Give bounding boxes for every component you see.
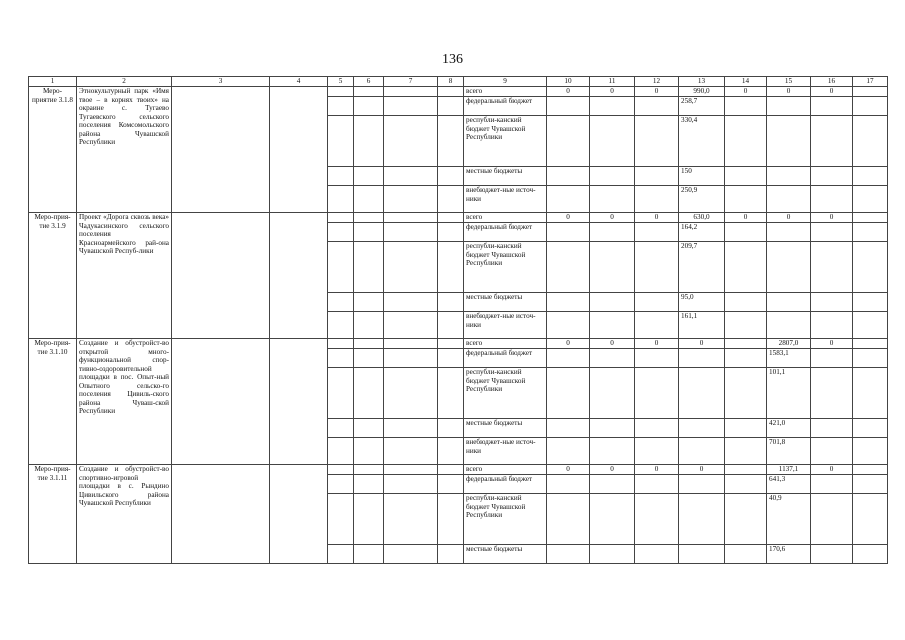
cell-col-6 — [354, 494, 384, 545]
cell-col-5 — [328, 97, 354, 116]
cell-col-7 — [384, 223, 438, 242]
cell-col-7 — [384, 213, 438, 223]
amount-col-12: 0 — [635, 465, 679, 475]
amount-col-16 — [811, 97, 853, 116]
cell-col-7 — [384, 167, 438, 186]
amount-col-11 — [590, 494, 635, 545]
amount-col-17 — [853, 545, 888, 564]
amount-col-17 — [853, 223, 888, 242]
amount-col-15 — [767, 116, 811, 167]
cell-col-5 — [328, 494, 354, 545]
amount-col-17 — [853, 312, 888, 339]
measure-code: Меро-прия-тие 3.1.9 — [29, 213, 77, 339]
cell-col-6 — [354, 312, 384, 339]
cell-col-8 — [438, 242, 464, 293]
amount-col-13 — [679, 475, 725, 494]
cell-col-8 — [438, 545, 464, 564]
amount-col-11 — [590, 349, 635, 368]
amount-col-11 — [590, 545, 635, 564]
cell-col-6 — [354, 97, 384, 116]
measure-code: Меро-приятие 3.1.8 — [29, 87, 77, 213]
column-header-9: 9 — [464, 77, 547, 87]
amount-col-16 — [811, 475, 853, 494]
amount-col-16 — [811, 312, 853, 339]
amount-col-17 — [853, 419, 888, 438]
cell-col-7 — [384, 494, 438, 545]
cell-col-3 — [172, 465, 270, 564]
cell-col-8 — [438, 475, 464, 494]
amount-col-12 — [635, 97, 679, 116]
cell-col-5 — [328, 167, 354, 186]
amount-col-14 — [725, 312, 767, 339]
cell-col-7 — [384, 545, 438, 564]
amount-col-13: 250,9 — [679, 186, 725, 213]
amount-col-15: 0 — [767, 213, 811, 223]
cell-col-8 — [438, 438, 464, 465]
cell-col-5 — [328, 223, 354, 242]
column-header-4: 4 — [270, 77, 328, 87]
amount-col-11 — [590, 186, 635, 213]
funding-source: внебюджет-ные источ-ники — [464, 312, 547, 339]
amount-col-15: 0 — [767, 87, 811, 97]
amount-col-10 — [547, 349, 590, 368]
amount-col-14 — [725, 475, 767, 494]
cell-col-7 — [384, 419, 438, 438]
cell-col-8 — [438, 116, 464, 167]
amount-col-10 — [547, 97, 590, 116]
cell-col-7 — [384, 349, 438, 368]
amount-col-14 — [725, 116, 767, 167]
amount-col-12 — [635, 167, 679, 186]
amount-col-15 — [767, 186, 811, 213]
amount-col-14 — [725, 419, 767, 438]
amount-col-13: 990,0 — [679, 87, 725, 97]
cell-col-6 — [354, 186, 384, 213]
cell-col-5 — [328, 465, 354, 475]
amount-col-10 — [547, 186, 590, 213]
column-header-10: 10 — [547, 77, 590, 87]
amount-col-12 — [635, 293, 679, 312]
cell-col-4 — [270, 87, 328, 213]
cell-col-6 — [354, 545, 384, 564]
amount-col-12: 0 — [635, 213, 679, 223]
cell-col-8 — [438, 87, 464, 97]
amount-col-14 — [725, 494, 767, 545]
amount-col-12 — [635, 349, 679, 368]
amount-col-12 — [635, 419, 679, 438]
amount-col-17 — [853, 213, 888, 223]
amount-col-17 — [853, 438, 888, 465]
amount-col-12 — [635, 242, 679, 293]
amount-col-17 — [853, 339, 888, 349]
amount-col-17 — [853, 494, 888, 545]
amount-col-17 — [853, 368, 888, 419]
funding-source: республи-канский бюджет Чувашской Республики — [464, 242, 547, 293]
amount-col-17 — [853, 186, 888, 213]
funding-source: всего — [464, 465, 547, 475]
column-header-6: 6 — [354, 77, 384, 87]
amount-col-12 — [635, 494, 679, 545]
cell-col-5 — [328, 186, 354, 213]
cell-col-7 — [384, 475, 438, 494]
column-header-13: 13 — [679, 77, 725, 87]
cell-col-8 — [438, 223, 464, 242]
amount-col-15: 2807,0 — [767, 339, 811, 349]
cell-col-7 — [384, 116, 438, 167]
program-table — [28, 76, 888, 564]
cell-col-3 — [172, 339, 270, 465]
amount-col-13: 95,0 — [679, 293, 725, 312]
cell-col-5 — [328, 545, 354, 564]
cell-col-7 — [384, 97, 438, 116]
cell-col-5 — [328, 475, 354, 494]
table-row — [29, 465, 888, 475]
amount-col-16 — [811, 242, 853, 293]
column-header-2: 2 — [77, 77, 172, 87]
amount-col-15 — [767, 293, 811, 312]
amount-col-11 — [590, 97, 635, 116]
amount-col-15 — [767, 97, 811, 116]
cell-col-8 — [438, 312, 464, 339]
amount-col-10 — [547, 167, 590, 186]
amount-col-15: 40,9 — [767, 494, 811, 545]
amount-col-11 — [590, 312, 635, 339]
cell-col-7 — [384, 242, 438, 293]
amount-col-15: 1137,1 — [767, 465, 811, 475]
cell-col-6 — [354, 116, 384, 167]
amount-col-11 — [590, 419, 635, 438]
cell-col-7 — [384, 186, 438, 213]
amount-col-17 — [853, 349, 888, 368]
amount-col-13: 209,7 — [679, 242, 725, 293]
amount-col-15 — [767, 223, 811, 242]
column-header-11: 11 — [590, 77, 635, 87]
cell-col-7 — [384, 293, 438, 312]
cell-col-5 — [328, 213, 354, 223]
cell-col-5 — [328, 312, 354, 339]
column-header-15: 15 — [767, 77, 811, 87]
measure-name: Этнокультурный парк «Имя твое – в корнях твоих» на окраине с. Тугаево Тугаевского сельского поселения Комсомольского района Чувашской Республики — [77, 87, 172, 213]
amount-col-16 — [811, 293, 853, 312]
amount-col-12 — [635, 116, 679, 167]
cell-col-8 — [438, 465, 464, 475]
amount-col-11 — [590, 167, 635, 186]
amount-col-10 — [547, 242, 590, 293]
amount-col-15: 421,0 — [767, 419, 811, 438]
amount-col-16: 0 — [811, 465, 853, 475]
table-row — [29, 213, 888, 223]
amount-col-13: 0 — [679, 339, 725, 349]
column-header-5: 5 — [328, 77, 354, 87]
amount-col-11: 0 — [590, 87, 635, 97]
amount-col-10 — [547, 438, 590, 465]
amount-col-13: 0 — [679, 465, 725, 475]
column-header-14: 14 — [725, 77, 767, 87]
cell-col-8 — [438, 339, 464, 349]
cell-col-6 — [354, 87, 384, 97]
amount-col-10 — [547, 494, 590, 545]
column-header-3: 3 — [172, 77, 270, 87]
cell-col-8 — [438, 213, 464, 223]
cell-col-8 — [438, 419, 464, 438]
amount-col-14 — [725, 293, 767, 312]
amount-col-11: 0 — [590, 339, 635, 349]
amount-col-16 — [811, 349, 853, 368]
cell-col-6 — [354, 223, 384, 242]
amount-col-12 — [635, 312, 679, 339]
cell-col-5 — [328, 438, 354, 465]
amount-col-13 — [679, 545, 725, 564]
funding-source: внебюджет-ные источ-ники — [464, 438, 547, 465]
amount-col-16 — [811, 223, 853, 242]
amount-col-17 — [853, 167, 888, 186]
amount-col-16 — [811, 186, 853, 213]
amount-col-10 — [547, 475, 590, 494]
column-header-7: 7 — [384, 77, 438, 87]
cell-col-6 — [354, 419, 384, 438]
amount-col-12 — [635, 545, 679, 564]
amount-col-13: 164,2 — [679, 223, 725, 242]
funding-source: местные бюджеты — [464, 293, 547, 312]
amount-col-16: 0 — [811, 339, 853, 349]
cell-col-4 — [270, 339, 328, 465]
amount-col-12 — [635, 438, 679, 465]
amount-col-16 — [811, 494, 853, 545]
funding-source: федеральный бюджет — [464, 475, 547, 494]
cell-col-7 — [384, 465, 438, 475]
amount-col-10 — [547, 545, 590, 564]
amount-col-12 — [635, 223, 679, 242]
amount-col-11 — [590, 116, 635, 167]
cell-col-8 — [438, 494, 464, 545]
cell-col-6 — [354, 213, 384, 223]
amount-col-15: 701,8 — [767, 438, 811, 465]
funding-source: всего — [464, 87, 547, 97]
amount-col-10: 0 — [547, 465, 590, 475]
amount-col-10: 0 — [547, 213, 590, 223]
amount-col-12: 0 — [635, 339, 679, 349]
table-row — [29, 87, 888, 97]
amount-col-14 — [725, 368, 767, 419]
amount-col-13: 161,1 — [679, 312, 725, 339]
cell-col-7 — [384, 438, 438, 465]
amount-col-13: 150 — [679, 167, 725, 186]
amount-col-11 — [590, 293, 635, 312]
amount-col-14 — [725, 339, 767, 349]
funding-source: всего — [464, 339, 547, 349]
amount-col-14 — [725, 223, 767, 242]
funding-source: местные бюджеты — [464, 545, 547, 564]
column-header-16: 16 — [811, 77, 853, 87]
amount-col-13: 630,0 — [679, 213, 725, 223]
amount-col-16 — [811, 545, 853, 564]
funding-source: всего — [464, 213, 547, 223]
amount-col-10 — [547, 116, 590, 167]
amount-col-11 — [590, 368, 635, 419]
amount-col-14 — [725, 97, 767, 116]
amount-col-13 — [679, 419, 725, 438]
amount-col-14 — [725, 186, 767, 213]
amount-col-15 — [767, 312, 811, 339]
funding-source: федеральный бюджет — [464, 349, 547, 368]
funding-source: республи-канский бюджет Чувашской Республики — [464, 368, 547, 419]
cell-col-7 — [384, 339, 438, 349]
amount-col-16 — [811, 419, 853, 438]
amount-col-15 — [767, 242, 811, 293]
amount-col-17 — [853, 242, 888, 293]
cell-col-5 — [328, 368, 354, 419]
cell-col-6 — [354, 339, 384, 349]
cell-col-6 — [354, 349, 384, 368]
amount-col-17 — [853, 97, 888, 116]
amount-col-10 — [547, 368, 590, 419]
amount-col-16 — [811, 167, 853, 186]
amount-col-11: 0 — [590, 465, 635, 475]
amount-col-15: 1583,1 — [767, 349, 811, 368]
amount-col-13: 330,4 — [679, 116, 725, 167]
amount-col-13: 258,7 — [679, 97, 725, 116]
funding-source: федеральный бюджет — [464, 223, 547, 242]
amount-col-13 — [679, 438, 725, 465]
funding-source: местные бюджеты — [464, 419, 547, 438]
amount-col-15: 641,3 — [767, 475, 811, 494]
cell-col-4 — [270, 465, 328, 564]
funding-source: республи-канский бюджет Чувашской Республики — [464, 494, 547, 545]
funding-source: республи-канский бюджет Чувашской Республики — [464, 116, 547, 167]
cell-col-6 — [354, 465, 384, 475]
amount-col-15 — [767, 167, 811, 186]
amount-col-14 — [725, 438, 767, 465]
amount-col-15: 170,6 — [767, 545, 811, 564]
cell-col-7 — [384, 87, 438, 97]
cell-col-6 — [354, 167, 384, 186]
cell-col-5 — [328, 242, 354, 293]
amount-col-16 — [811, 116, 853, 167]
amount-col-16: 0 — [811, 87, 853, 97]
column-header-12: 12 — [635, 77, 679, 87]
amount-col-13 — [679, 368, 725, 419]
funding-source: федеральный бюджет — [464, 97, 547, 116]
amount-col-17 — [853, 465, 888, 475]
funding-source: местные бюджеты — [464, 167, 547, 186]
amount-col-13 — [679, 349, 725, 368]
amount-col-14 — [725, 242, 767, 293]
amount-col-10 — [547, 419, 590, 438]
amount-col-17 — [853, 116, 888, 167]
amount-col-10 — [547, 293, 590, 312]
amount-col-14: 0 — [725, 87, 767, 97]
amount-col-14 — [725, 167, 767, 186]
amount-col-10: 0 — [547, 87, 590, 97]
page-number: 136 — [442, 52, 463, 67]
measure-code: Меро-прия-тие 3.1.10 — [29, 339, 77, 465]
cell-col-6 — [354, 293, 384, 312]
cell-col-8 — [438, 349, 464, 368]
measure-name: Создание и обустройст-во открытой много-функциональной спор-тивно-оздоровительной площадки в пос. Опыт-ный Опытного сельско-го поселения Цивиль-ского района Чуваш-ской Республики — [77, 339, 172, 465]
cell-col-6 — [354, 368, 384, 419]
amount-col-12 — [635, 475, 679, 494]
amount-col-17 — [853, 87, 888, 97]
amount-col-10 — [547, 312, 590, 339]
cell-col-5 — [328, 116, 354, 167]
table-row — [29, 339, 888, 349]
cell-col-6 — [354, 242, 384, 293]
measure-name: Создание и обустройст-во спортивно-игровой площадки в с. Рындино Цивильского района Чувашской Республики — [77, 465, 172, 564]
amount-col-14 — [725, 349, 767, 368]
amount-col-14: 0 — [725, 213, 767, 223]
amount-col-12 — [635, 186, 679, 213]
header-row — [29, 77, 888, 87]
cell-col-5 — [328, 293, 354, 312]
cell-col-3 — [172, 213, 270, 339]
cell-col-5 — [328, 349, 354, 368]
cell-col-5 — [328, 419, 354, 438]
amount-col-11 — [590, 475, 635, 494]
cell-col-6 — [354, 438, 384, 465]
amount-col-10: 0 — [547, 339, 590, 349]
cell-col-3 — [172, 87, 270, 213]
cell-col-8 — [438, 293, 464, 312]
amount-col-12: 0 — [635, 87, 679, 97]
amount-col-14 — [725, 465, 767, 475]
column-header-8: 8 — [438, 77, 464, 87]
measure-name: Проект «Дорога сквозь века» Чадукасинского сельского поселения Красноармейского рай-она Чувашской Респуб-лики — [77, 213, 172, 339]
cell-col-8 — [438, 97, 464, 116]
amount-col-17 — [853, 293, 888, 312]
cell-col-5 — [328, 339, 354, 349]
amount-col-16 — [811, 368, 853, 419]
column-header-1: 1 — [29, 77, 77, 87]
amount-col-12 — [635, 368, 679, 419]
amount-col-11 — [590, 438, 635, 465]
amount-col-17 — [853, 475, 888, 494]
cell-col-5 — [328, 87, 354, 97]
cell-col-8 — [438, 186, 464, 213]
cell-col-7 — [384, 368, 438, 419]
funding-source: внебюджет-ные источ-ники — [464, 186, 547, 213]
amount-col-15: 101,1 — [767, 368, 811, 419]
column-header-17: 17 — [853, 77, 888, 87]
amount-col-11: 0 — [590, 213, 635, 223]
cell-col-8 — [438, 167, 464, 186]
cell-col-7 — [384, 312, 438, 339]
cell-col-6 — [354, 475, 384, 494]
amount-col-16: 0 — [811, 213, 853, 223]
amount-col-16 — [811, 438, 853, 465]
amount-col-13 — [679, 494, 725, 545]
cell-col-8 — [438, 368, 464, 419]
amount-col-14 — [725, 545, 767, 564]
measure-code: Меро-прия-тие 3.1.11 — [29, 465, 77, 564]
amount-col-11 — [590, 223, 635, 242]
amount-col-10 — [547, 223, 590, 242]
cell-col-4 — [270, 213, 328, 339]
amount-col-11 — [590, 242, 635, 293]
